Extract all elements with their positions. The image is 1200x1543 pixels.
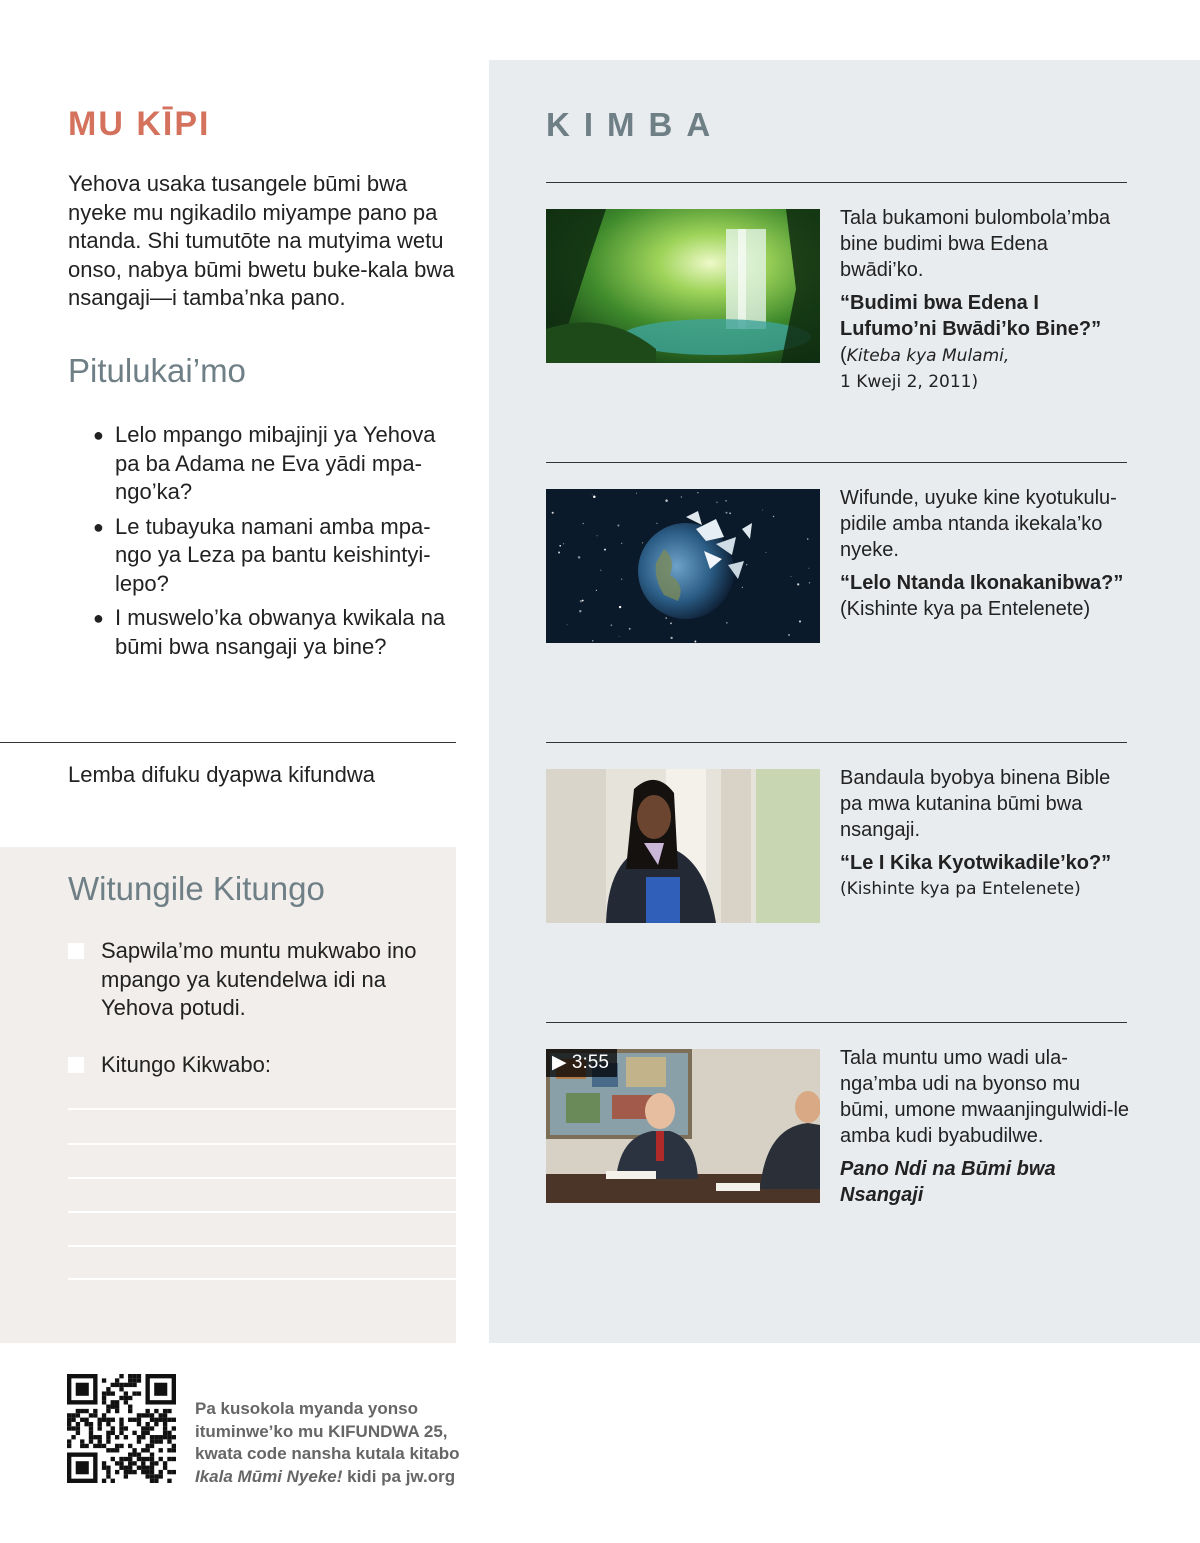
shattering-earth-image[interactable]	[546, 489, 820, 643]
play-icon: ▶	[552, 1052, 567, 1073]
bullet-icon: ●	[93, 425, 104, 445]
bullet-icon: ●	[93, 608, 104, 628]
two-men-talking-image[interactable]	[546, 1049, 820, 1203]
divider	[546, 462, 1127, 463]
divider	[546, 1022, 1127, 1023]
task-heading: Witungile Kitungo	[68, 870, 325, 907]
task-item[interactable]: Sapwila’mo muntu mukwabo ino mpango ya kutendelwa idi na Yehova potudi.	[68, 937, 428, 1023]
footer-note: Pa kusokola myanda yonso ituminwe’ko mu KIFUNDWA 25, kwata code nansha kutala kitabo Ikala Mūmi Nyeke! kidi pa jw.org	[195, 1399, 460, 1486]
task-item[interactable]: Kitungo Kikwabo:	[68, 1051, 428, 1080]
writing-line[interactable]	[68, 1278, 456, 1280]
review-question: ● Lelo mpango mibajinji ya Yehova pa ba Adama ne Eva yādi mpa-ngo’ka?	[93, 422, 436, 504]
explore-heading: KIMBA	[546, 106, 725, 143]
book-title-link[interactable]: Ikala Mūmi Nyeke!	[195, 1466, 343, 1486]
card-title[interactable]: “Le I Kika Kyotwikadile’ko?”	[840, 852, 1112, 874]
divider	[546, 742, 1127, 743]
divider	[546, 182, 1127, 183]
date-completed-label: Lemba difuku dyapwa kifundwa	[68, 762, 375, 787]
writing-line[interactable]	[68, 1211, 456, 1213]
card-description: Tala bukamoni bulombola’mba bine budimi bwa Edena bwādi’ko. “Budimi bwa Edena I Lufumo’ni Bwādi’ko Bine?” (Kiteba kya Mulami, 1 Kweji 2, 2011)	[840, 207, 1111, 392]
card-description: Bandaula byobya binena Bible pa mwa kutanina būmi bwa nsangaji. “Le I Kika Kyotwikadile’ko?” (Kishinte kya pa Entelenete)	[840, 767, 1112, 899]
woman-with-folder-image[interactable]	[546, 769, 820, 923]
task-panel	[0, 847, 456, 1343]
review-question: ● I muswelo’ka obwanya kwikala na būmi bwa nsangaji ya bine?	[93, 605, 446, 659]
writing-line[interactable]	[68, 1143, 456, 1145]
divider	[0, 742, 456, 743]
writing-line[interactable]	[68, 1108, 456, 1110]
checkbox-icon[interactable]	[68, 1057, 84, 1073]
card-description: Wifunde, uyuke kine kyotukulu-pidile amba ntanda ikekala’ko nyeke. “Lelo Ntanda Ikonakanibwa?” (Kishinte kya pa Entelenete)	[840, 487, 1124, 620]
card-title[interactable]: “Budimi bwa Edena I Lufumo’ni Bwādi’ko Bine?”	[840, 292, 1102, 340]
review-heading: Pitulukai’mo	[68, 352, 246, 389]
review-list	[93, 421, 453, 667]
summary-text: Yehova usaka tusangele būmi bwa nyeke mu ngikadilo miyampe pano pa ntanda. Shi tumutōte na mutyima wetu onso, nabya būmi bwetu buke-kala bwa nsangaji—i tamba’nka pano.	[68, 171, 455, 310]
card-title[interactable]: Pano Ndi na Būmi bwa Nsangaji	[840, 1158, 1056, 1206]
writing-line[interactable]	[68, 1245, 456, 1247]
writing-line[interactable]	[68, 1177, 456, 1179]
qr-code-icon[interactable]	[67, 1374, 176, 1483]
bullet-icon: ●	[93, 516, 104, 537]
checkbox-icon[interactable]	[68, 943, 84, 959]
review-question: ● Le tubayuka namani amba mpa-ngo ya Leza pa bantu keishintyi-lepo?	[93, 513, 431, 596]
card-title[interactable]: “Lelo Ntanda Ikonakanibwa?”	[840, 572, 1124, 594]
card-description: Tala muntu umo wadi ula-nga’mba udi na byonso mu būmi, umone mwaanjingulwidi-le amba kudi byabudilwe. Pano Ndi na Būmi bwa Nsangaji	[840, 1047, 1130, 1206]
summary-heading: MU KĪPI	[68, 105, 211, 143]
garden-waterfall-image[interactable]	[546, 209, 820, 363]
video-duration-badge[interactable]: ▶ 3:55	[546, 1049, 617, 1077]
